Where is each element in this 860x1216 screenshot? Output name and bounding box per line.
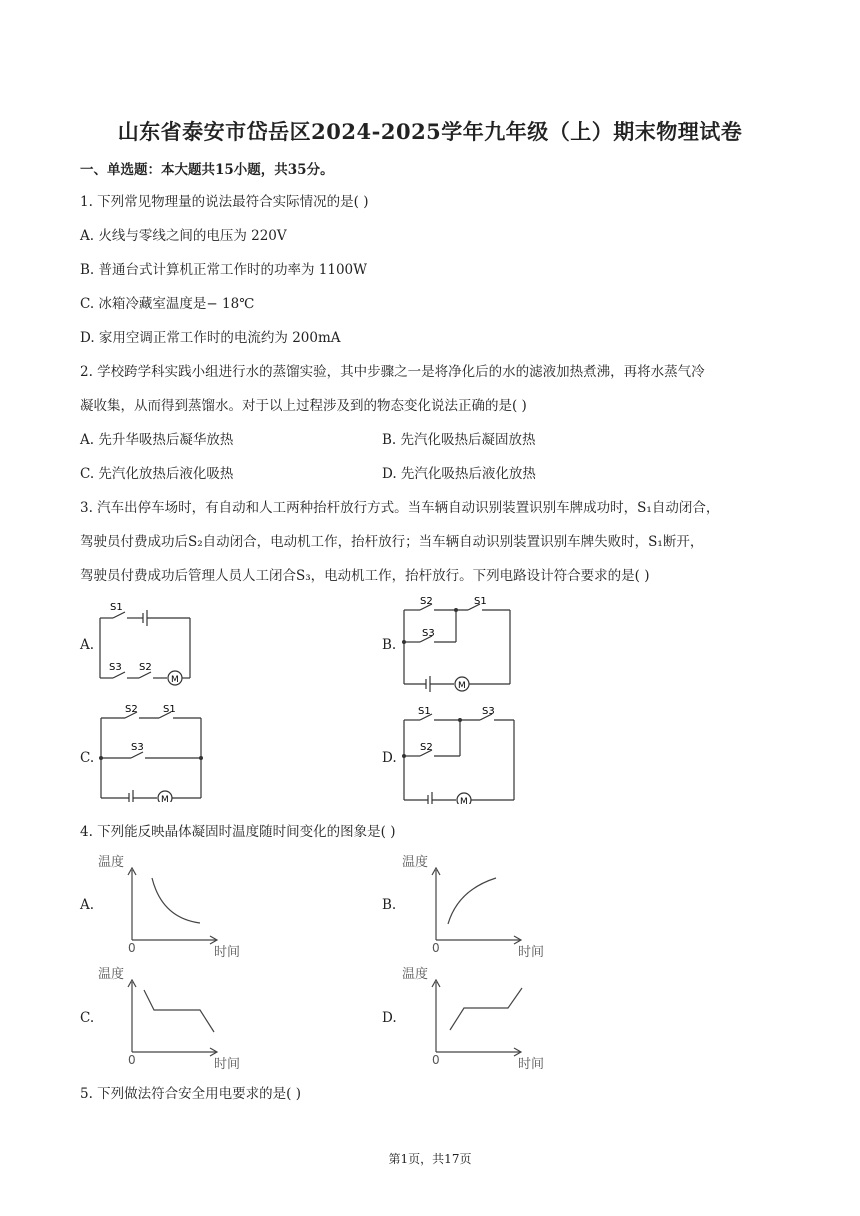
question-3-label-d: D. (382, 750, 397, 766)
graph-a-ylabel: 温度 (98, 855, 125, 870)
circuit-c-motor-label: M (161, 795, 169, 802)
graph-d-xlabel: 时间 (518, 1057, 545, 1070)
question-1-stem: 1. 下列常见物理量的说法最符合实际情况的是( ) (80, 194, 369, 210)
question-4-label-d: D. (382, 1010, 397, 1026)
graph-a-xlabel: 时间 (214, 945, 241, 958)
graph-b-xlabel: 时间 (518, 945, 545, 958)
circuit-c-s2-label: S2 (125, 704, 138, 715)
graph-c-origin: 0 (128, 1053, 136, 1067)
question-2-option-b: B. 先汽化吸热后凝固放热 (382, 432, 536, 448)
question-1-option-a: A. 火线与零线之间的电压为 220V (80, 228, 287, 244)
question-4-label-c: C. (80, 1010, 95, 1026)
circuit-d-s1-label: S1 (418, 706, 431, 717)
question-4-label-b: B. (382, 897, 397, 913)
section-heading: 一、单选题：本大题共15小题，共35分。 (80, 162, 334, 178)
graph-b-ylabel: 温度 (402, 855, 429, 870)
question-2-stem-line1: 2. 学校跨学科实践小组进行水的蒸馏实验，其中步骤之一是将净化后的水的滤液加热煮沸，再将水蒸气冷 (80, 364, 705, 380)
circuit-a-s1-label: S1 (110, 602, 123, 613)
question-2-option-a: A. 先升华吸热后凝华放热 (80, 432, 234, 448)
question-1-option-b: B. 普通台式计算机正常工作时的功率为 1100W (80, 262, 368, 278)
circuit-diagram-a (95, 598, 205, 690)
graph-d (400, 960, 560, 1070)
question-1-option-d: D. 家用空调正常工作时的电流约为 200mA (80, 330, 341, 346)
page-title: 山东省泰安市岱岳区2024-2025学年九年级（上）期末物理试卷 (117, 119, 743, 144)
circuit-diagram-d (398, 704, 523, 804)
graph-c-xlabel: 时间 (214, 1057, 241, 1070)
question-1-option-c: C. 冰箱冷藏室温度是− 18℃ (80, 296, 255, 312)
question-2-option-d: D. 先汽化吸热后液化放热 (382, 466, 536, 482)
circuit-b-s1-label: S1 (474, 596, 487, 607)
question-3-label-c: C. (80, 750, 95, 766)
circuit-diagram-c (95, 702, 210, 802)
graph-d-origin: 0 (432, 1053, 440, 1067)
circuit-d-s2-label: S2 (420, 742, 433, 753)
circuit-c-s1-label: S1 (163, 704, 176, 715)
question-2-option-c: C. 先汽化放热后液化吸热 (80, 466, 234, 482)
question-3-label-b: B. (382, 637, 397, 653)
circuit-b-motor-label: M (458, 681, 466, 691)
page-footer: 第1页，共17页 (388, 1152, 472, 1166)
graph-b-origin: 0 (432, 941, 440, 955)
circuit-a-motor-label: M (171, 675, 179, 685)
question-3-stem-line3: 驾驶员付费成功后管理人员人工闭合S₃，电动机工作，抬杆放行。下列电路设计符合要求的是( ) (80, 568, 650, 584)
circuit-diagram-b (398, 592, 518, 692)
circuit-b-s3-label: S3 (422, 628, 435, 639)
circuit-a-s3-label: S3 (109, 662, 122, 673)
question-5-stem: 5. 下列做法符合安全用电要求的是( ) (80, 1086, 301, 1102)
question-3-stem-line2: 驾驶员付费成功后S₂自动闭合，电动机工作，抬杆放行；当车辆自动识别装置识别车牌失败时，S₁断开， (80, 534, 704, 550)
graph-a-origin: 0 (128, 941, 136, 955)
circuit-a-s2-label: S2 (139, 662, 152, 673)
graph-b (400, 848, 560, 958)
graph-c (96, 960, 256, 1070)
circuit-b-s2-label: S2 (420, 596, 433, 607)
circuit-d-motor-label: M (460, 797, 468, 804)
question-3-label-a: A. (80, 637, 95, 653)
question-2-stem-line2: 凝收集，从而得到蒸馏水。对于以上过程涉及到的物态变化说法正确的是( ) (80, 398, 527, 414)
question-3-stem-line1: 3. 汽车出停车场时，有自动和人工两种抬杆放行方式。当车辆自动识别装置识别车牌成功时，S₁自动闭合， (80, 500, 720, 516)
circuit-d-s3-label: S3 (482, 706, 495, 717)
graph-d-ylabel: 温度 (402, 967, 429, 982)
question-4-label-a: A. (80, 897, 95, 913)
circuit-c-s3-label: S3 (131, 742, 144, 753)
graph-a (96, 848, 256, 958)
graph-c-ylabel: 温度 (98, 967, 125, 982)
question-4-stem: 4. 下列能反映晶体凝固时温度随时间变化的图象是( ) (80, 824, 396, 840)
